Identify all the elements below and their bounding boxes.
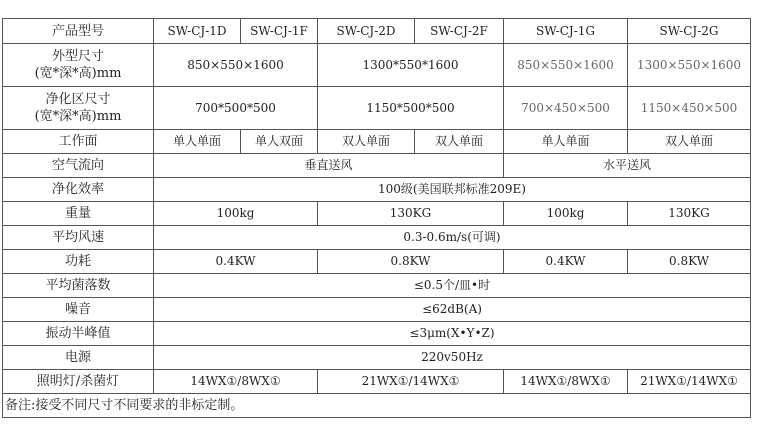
work-surface-2d: 双人单面 [318,130,415,154]
weight-2g: 130KG [628,202,751,226]
label-bacteria: 平均菌落数 [3,274,154,298]
airflow-vertical: 垂直送风 [154,154,504,178]
row-model [3,19,751,44]
vibration-value: ≤3μm(X•Y•Z) [154,322,751,346]
label-power-supply: 电源 [3,346,154,370]
weight-1d-1f: 100kg [154,202,318,226]
lamps-2g: 21WX①/14WX① [628,370,751,394]
row-efficiency [3,178,751,202]
model-sw-cj-1d: SW-CJ-1D [154,19,241,44]
clean-zone-2d-2f: 1150*500*500 [318,87,504,130]
label-model: 产品型号 [3,19,154,44]
clean-zone-1d-1f: 700*500*500 [154,87,318,130]
label-power: 功耗 [3,250,154,274]
power-supply-value: 220v50Hz [154,346,751,370]
power-1g: 0.4KW [504,250,628,274]
outer-size-2g: 1300×550×1600 [628,44,751,87]
row-air-speed [3,226,751,250]
label-lamps: 照明灯/杀菌灯 [3,370,154,394]
lamps-2d-2f: 21WX①/14WX① [318,370,504,394]
noise-value: ≤62dB(A) [154,298,751,322]
spec-table [2,18,751,418]
lamps-1g: 14WX①/8WX① [504,370,628,394]
row-note [3,394,751,418]
row-noise [3,298,751,322]
outer-size-1g: 850×550×1600 [504,44,628,87]
power-1d-1f: 0.4KW [154,250,318,274]
row-bacteria [3,274,751,298]
air-speed-value: 0.3-0.6m/s(可调) [154,226,751,250]
label-clean-zone-size [3,87,154,130]
clean-zone-1g: 700×450×500 [504,87,628,130]
row-work-surface [3,130,751,154]
row-power-supply [3,346,751,370]
row-clean-zone-size [3,87,751,130]
work-surface-2g: 双人单面 [628,130,751,154]
label-work-surface: 工作面 [3,130,154,154]
label-clean-zone-line2: (宽*深*高)mm [34,109,122,124]
power-2g: 0.8KW [628,250,751,274]
label-clean-zone-line1: 净化区尺寸 [45,92,111,107]
model-sw-cj-1g: SW-CJ-1G [504,19,628,44]
weight-1g: 100kg [504,202,628,226]
row-vibration [3,322,751,346]
label-weight: 重量 [3,202,154,226]
label-air-speed: 平均风速 [3,226,154,250]
row-weight [3,202,751,226]
bacteria-value: ≤0.5个/皿•时 [154,274,751,298]
label-vibration: 振动半峰值 [3,322,154,346]
work-surface-1d: 单人单面 [154,130,241,154]
clean-zone-2g: 1150×450×500 [628,87,751,130]
label-outer-size-line2: (宽*深*高)mm [34,66,122,81]
label-outer-size [3,44,154,87]
power-2d-2f: 0.8KW [318,250,504,274]
model-sw-cj-2g: SW-CJ-2G [628,19,751,44]
label-airflow: 空气流向 [3,154,154,178]
row-power [3,250,751,274]
label-outer-size-line1: 外型尺寸 [51,49,104,64]
note-text: 备注:接受不同尺寸不同要求的非标定制。 [3,394,751,418]
label-noise: 噪音 [3,298,154,322]
efficiency-value: 100级(美国联邦标准209E) [154,178,751,202]
model-sw-cj-1f: SW-CJ-1F [241,19,318,44]
label-efficiency: 净化效率 [3,178,154,202]
lamps-1d-1f: 14WX①/8WX① [154,370,318,394]
row-airflow [3,154,751,178]
work-surface-1f: 单人双面 [241,130,318,154]
outer-size-2d-2f: 1300*550*1600 [318,44,504,87]
row-outer-size [3,44,751,87]
row-lamps [3,370,751,394]
outer-size-1d-1f: 850×550×1600 [154,44,318,87]
model-sw-cj-2f: SW-CJ-2F [415,19,504,44]
work-surface-2f: 双人单面 [415,130,504,154]
weight-2d-2f: 130KG [318,202,504,226]
work-surface-1g: 单人单面 [504,130,628,154]
airflow-horizontal: 水平送风 [504,154,751,178]
model-sw-cj-2d: SW-CJ-2D [318,19,415,44]
